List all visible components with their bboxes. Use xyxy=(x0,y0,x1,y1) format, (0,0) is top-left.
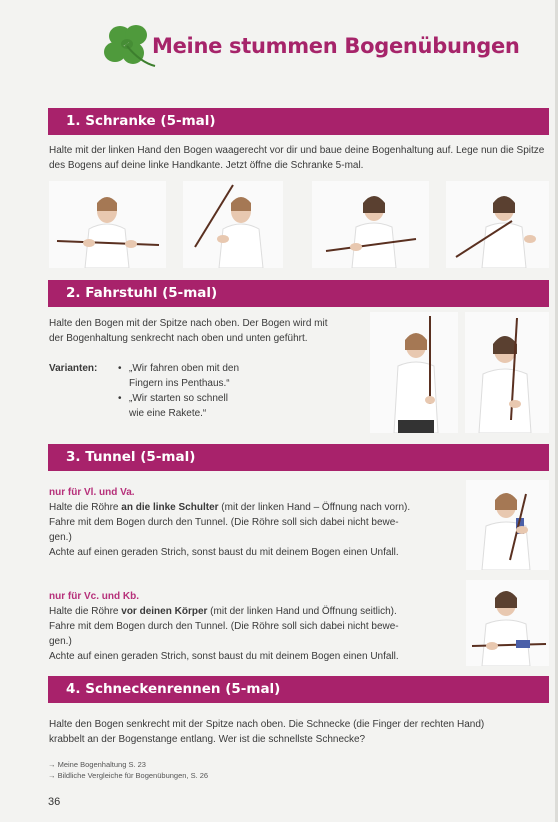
variant-bullet-1: • xyxy=(118,363,122,374)
tunnel-part-1-line-3: gen.) xyxy=(49,532,72,543)
tunnel-part-2-line-2: Fahre mit dem Bogen durch den Tunnel. (Die Röhre soll sich dabei nicht bewe- xyxy=(49,621,399,632)
tunnel-part-1-label: nur für Vl. und Va. xyxy=(49,487,135,498)
variant-2-line-1: „Wir starten so schnell xyxy=(129,393,228,404)
tunnel-part-1-line-2: Fahre mit dem Bogen durch den Tunnel. (Die Röhre soll sich dabei nicht bewe- xyxy=(49,517,399,528)
section-2-heading: 2. Fahrstuhl (5-mal) xyxy=(48,280,549,307)
section-4-text-line-1: Halte den Bogen senkrecht mit der Spitze nach oben. Die Schnecke (die Finger der rechten Hand) xyxy=(49,719,485,730)
page-title: Meine stummen Bogenübungen xyxy=(152,34,520,58)
section-2-text-line-2: der Bogenhaltung senkrecht nach oben und unten geführt. xyxy=(49,333,308,344)
photo-fahrstuhl-1 xyxy=(370,312,458,433)
reference-link-1[interactable]: → Meine Bogenhaltung S. 23 xyxy=(48,760,146,769)
photo-tunnel-violin xyxy=(466,480,549,570)
photo-schranke-2 xyxy=(183,181,283,268)
tunnel-part-2-label: nur für Vc. und Kb. xyxy=(49,591,139,602)
tunnel-part-1-line-1: Halte die Röhre an die linke Schulter (mit der linken Hand – Öffnung nach vorn). xyxy=(49,502,411,513)
section-1-heading: 1. Schranke (5-mal) xyxy=(48,108,549,135)
tunnel-part-2-line-4: Achte auf einen geraden Strich, sonst baust du mit deinem Bogen einen Unfall. xyxy=(49,651,399,662)
reference-link-2[interactable]: → Bildliche Vergleiche für Bogenübungen, S. 26 xyxy=(48,771,209,780)
variant-bullet-2: • xyxy=(118,393,122,404)
photo-fahrstuhl-2 xyxy=(465,312,549,433)
variant-2-line-2: wie eine Rakete.“ xyxy=(129,408,207,419)
photo-schranke-1 xyxy=(49,181,166,268)
tunnel-part-1-line-4: Achte auf einen geraden Strich, sonst baust du mit deinem Bogen einen Unfall. xyxy=(49,547,399,558)
section-2-text-line-1: Halte den Bogen mit der Spitze nach oben. Der Bogen wird mit xyxy=(49,318,328,329)
variant-1-line-1: „Wir fahren oben mit den xyxy=(129,363,240,374)
tunnel-part-2-line-1: Halte die Röhre vor deinen Körper (mit der linken Hand und Öffnung seitlich). xyxy=(49,606,397,617)
photo-schranke-4 xyxy=(446,181,549,268)
clover-icon xyxy=(100,22,160,76)
tunnel-part-2-line-3: gen.) xyxy=(49,636,72,647)
photo-tunnel-cello xyxy=(466,580,549,666)
variants-label: Varianten: xyxy=(49,363,98,374)
section-3-heading: 3. Tunnel (5-mal) xyxy=(48,444,549,471)
section-4-text-line-2: krabbelt an der Bogenstange entlang. Wer ist die schnellste Schnecke? xyxy=(49,734,366,745)
page-number: 36 xyxy=(48,796,61,808)
section-4-heading: 4. Schneckenrennen (5-mal) xyxy=(48,676,549,703)
section-1-text: Halte mit der linken Hand den Bogen waagerecht vor dir und baue deine Bogenhaltung auf. Lege nun die Spitze des Bogens auf deine linke Handkante. Jetzt öffne die Schranke 5-mal. xyxy=(49,145,545,171)
variant-1-line-2: Fingern ins Penthaus.“ xyxy=(129,378,230,389)
photo-schranke-3 xyxy=(312,181,429,268)
title-row xyxy=(100,22,520,72)
